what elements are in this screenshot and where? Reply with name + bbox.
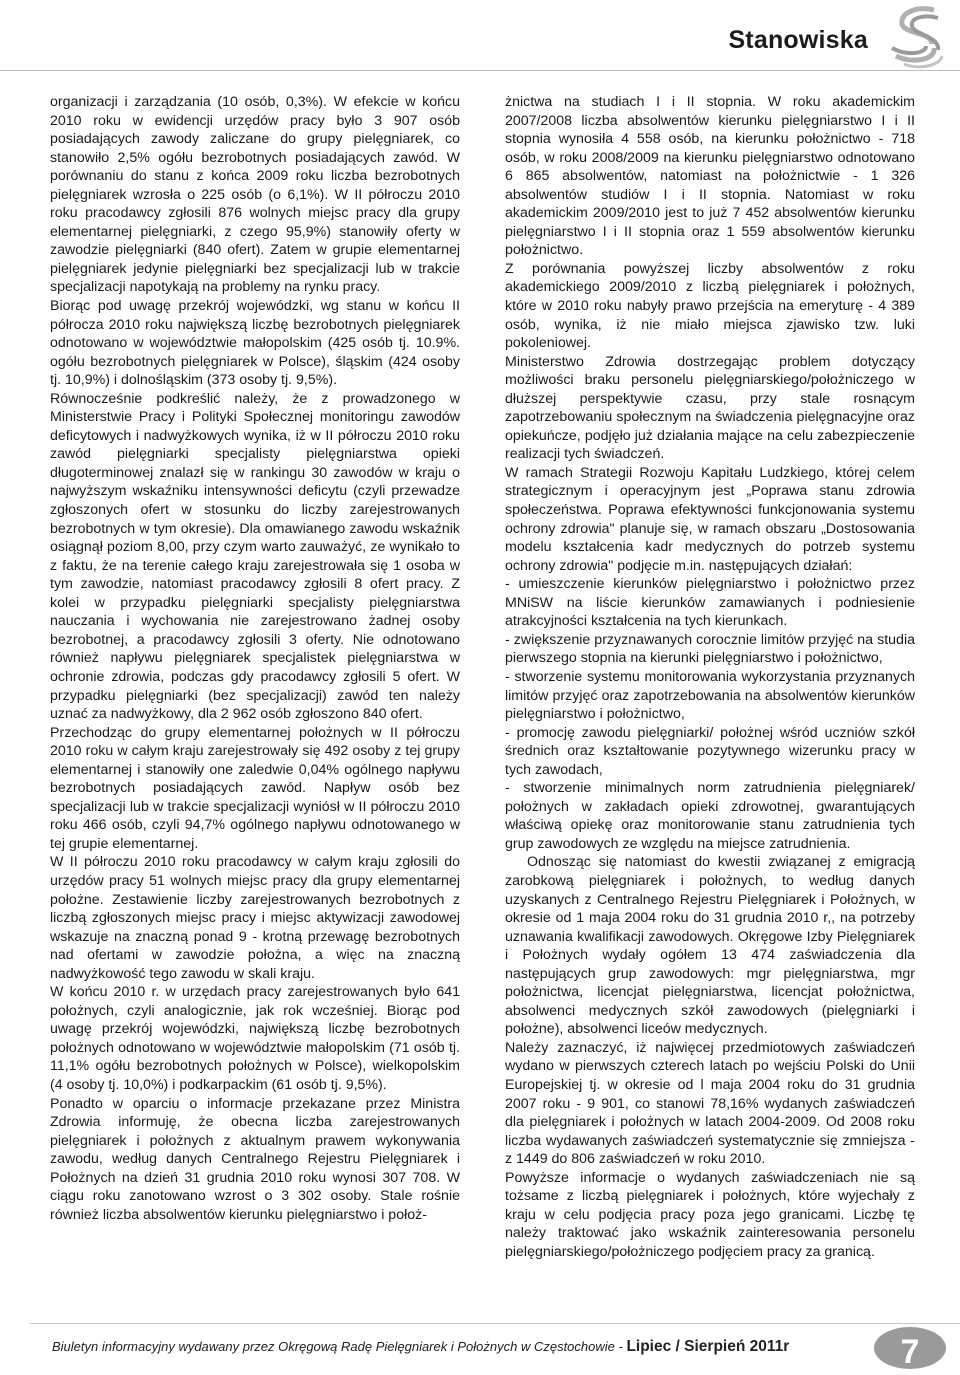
- section-title: Stanowiska: [728, 26, 868, 54]
- paragraph: Równocześnie podkreślić należy, że z prowadzonego w Ministerstwie Pracy i Polityki Społecznej monitoringu zawodów deficytowych i nadwyżkowych wynika, iż w II półroczu 2010 roku zawód pielęgniarki specjalisty pielęgniarstwa opieki długoterminowej znalazł się w rankingu 30 zawodów w kraju o najwyższym wskaźniku intensywności deficytu (czyli przewadze zgłoszonych ofert w stosunku do liczby zarejestrowanych bezrobotnych w tym okresie). Dla omawianego zawodu wskaźnik osiągnął poziom 8,00, przy czym warto zauważyć, ze wynikało to z faktu, że na terenie całego kraju zarejestrowała się 1 osoba w tym zawodzie, natomiast pracodawcy zgłosili 8 ofert pracy. Z kolei w przypadku pielęgniarki specjalisty pielęgniarstwa nauczania i wychowania nie zarejestrowano żadnej osoby bezrobotnej, a pracodawcy zgłosili 3 oferty. Nie odnotowano również napływu pielęgniarek specjalistek pielęgniarstwa w ochronie zdrowia, podczas gdy pracodawcy zgłosili 5 ofert. W przypadku pielęgniarki (bez specjalizacji) zawód ten należy uznać za nadwyżkowy, dla 2 962 osób zgłoszono 840 ofert.: [50, 390, 460, 723]
- paragraph: Powyższe informacje o wydanych zaświadczeniach nie są tożsame z liczbą pielęgniarek i położnych, które wyjechały z kraju w celu podjęcia pracy poza jego granicami. Liczbę tę należy traktować jako wskaźnik zainteresowania personelu pielęgniarskiego/położniczego podjęciem pracy za granicą.: [505, 1169, 915, 1260]
- paragraph: Z porównania powyższej liczby absolwentów z roku akademickiego 2009/2010 z liczbą pielęgniarek i położnych, które w 2010 roku nabyły prawo przejścia na emeryturę - 4 389 osób, wynika, iż nie miało miejsca zjawisko tzw. luki pokoleniowej.: [505, 260, 915, 352]
- footer-publisher: Biuletyn informacyjny wydawany przez Okręgową Radę Pielęgniarek i Położnych w Częstochowie -: [52, 1339, 627, 1354]
- paragraph: żnictwa na studiach I i II stopnia. W roku akademickim 2007/2008 liczba absolwentów kierunku pielęgniarstwo I i II stopnia wynosiła 4 558 osób, na kierunku położnictwo - 718 osób, w roku 2008/2009 na kierunku pielęgniarstwo odnotowano 6 865 absolwentów, natomiast na położnictwie - 1 326 absolwentów studiów I i II stopnia. Natomiast w roku akademickim 2009/2010 jest to już 7 452 absolwentów kierunku pielęgniarstwo I i II stopnia oraz 1 559 absolwentów kierunku położnictwo.: [505, 94, 915, 259]
- footer-divider: [30, 1323, 960, 1324]
- page-number: 7: [900, 1333, 920, 1371]
- paragraph: W ramach Strategii Rozwoju Kapitału Ludzkiego, której celem strategicznym i operacyjnym jest „Poprawa stanu zdrowia społeczeństwa. Poprawa efektywności funkcjonowania systemu ochrony zdrowia" planuje się, w ramach obszaru „Dostosowania modelu kształcenia kadr medycznych do potrzeb systemu ochrony zdrowia" podjęcie m.in. następujących działań:: [505, 464, 915, 574]
- list-item: - umieszczenie kierunków pielęgniarstwo i położnictwo przez MNiSW na liście kierunków zamawianych i podniesienie atrakcyjności kształcenia na tych kierunkach.: [505, 576, 915, 630]
- left-text-column: [50, 93, 460, 1224]
- paragraph: Ponadto w oparciu o informacje przekazane przez Ministra Zdrowia informuję, że obecna liczba zarejestrowanych pielęgniarek i położnych z aktualnym prawem wykonywania zawodu, według danych Centralnego Rejestru Pielęgniarek i Położnych na dzień 31 grudnia 2010 roku wynosi 307 708. W ciągu roku zanotowano wzrost o 3 302 osoby. Stale rośnie również liczba absolwentów kierunku pielęgniarstwo i położ-: [50, 1095, 460, 1223]
- list-item: - promocję zawodu pielęgniarki/ położnej wśród uczniów szkół średnich oraz kształtowanie pozytywnego wizerunku pracy w tych zawodach,: [505, 724, 915, 778]
- header-divider: [0, 70, 960, 71]
- paragraph: W końcu 2010 r. w urzędach pracy zarejestrowanych było 641 położnych, czyli analogicznie, jak rok wcześniej. Biorąc pod uwagę przekrój wojewódzki, największą liczbę bezrobotnych położnych odnotowano w województwie małopolskim (71 osób tj. 11,1% ogółu bezrobotnych położnych w Polsce), wielkopolskim (4 osoby tj. 10,0%) i podkarpackim (61 osób tj. 9,5%).: [50, 984, 460, 1093]
- paragraph: Należy zaznaczyć, iż najwięcej przedmiotowych zaświadczeń wydano w pierwszych czterech latach po wejściu Polski do Unii Europejskiej tj. w okresie od l maja 2004 roku do 31 grudnia 2007 roku - 9 901, co stanowi 78,16% wydanych zaświadczeń dla pielęgniarek i położnych w latach 2004-2009. Od 2008 roku liczba wydawanych zaświadczeń systematycznie się zmniejsza - z 1449 do 806 zaświadczeń w roku 2010.: [505, 1039, 915, 1168]
- paragraph: Biorąc pod uwagę przekrój wojewódzki, wg stanu w końcu II półrocza 2010 roku największą liczbę bezrobotnych pielęgniarek odnotowano w województwie małopolskim (425 osób tj. 10.9%. ogółu bezrobotnych pielęgniarek w Polsce), śląskim (424 osoby tj. 10,9%) i dolnośląskim (373 osoby tj. 9,5%).: [50, 298, 460, 389]
- paragraph: Ministerstwo Zdrowia dostrzegając problem dotyczący możliwości braku personelu pielęgniarskiego/położniczego w dłuższej perspektywie czasu, przy stale rosnącym zapotrzebowaniu społecznym na świadczenia pielęgnacyjne oraz opiekuńcze, podjęło już działania mające na celu zabezpieczenie realizacji tych świadczeń.: [505, 353, 915, 463]
- s-stripes-logo-icon: [882, 2, 952, 74]
- footer-issue-date: Lipiec / Sierpień 2011r: [626, 1338, 790, 1355]
- paragraph: W II półroczu 2010 roku pracodawcy w całym kraju zgłosili do urzędów pracy 51 wolnych miejsc pracy dla grupy elementarnej położne. Zestawienie liczby zarejestrowanych bezrobotnych z liczbą zgłoszonych miejsc pracy i miejsc aktywizacji zawodowej wskazuje na znaczną ponad 9 - krotną przewagę bezrobotnych nad ofertami w zawodzie położna, a więc na znaczną nadwyżkowość tego zawodu w skali kraju.: [50, 854, 460, 982]
- paragraph: Odnosząc się natomiast do kwestii związanej z emigracją zarobkową pielęgniarek i położnych, to według danych uzyskanych z Centralnego Rejestru Pielęgniarek i Położnych, w okresie od 1 maja 2004 roku do 31 grudnia 2010 r,, na potrzeby uznawania kwalifikacji zawodowych. Okręgowe Izby Pielęgniarek i Położnych wydały ogółem 13 474 zaświadczenia dla następujących grup zawodowych: mgr pielęgniarstwa, mgr położnictwa, licencjat pielęgniarstwa, licencjat położnictwa, absolwenci medycznych szkół zawodowych (pielęgniarki i położne), absolwenci liceów medycznych.: [505, 854, 915, 1038]
- right-text-column: [505, 93, 915, 1261]
- list-item: - zwiększenie przyznawanych corocznie limitów przyjęć na studia pierwszego stopnia na kierunki pielęgniarstwo i położnictwo,: [505, 631, 915, 667]
- list-item: - stworzenie minimalnych norm zatrudnienia pielęgniarek/ położnych w zakładach opieki zdrowotnej, gwarantujących właściwą opiekę oraz monitorowanie stanu zatrudnienia tych grup zawodowych ze względu na miejsce zatrudnienia.: [505, 780, 915, 852]
- list-item: - stworzenie systemu monitorowania wykorzystania przyznanych limitów przyjęć oraz zapotrzebowania na absolwentów kierunków pielęgniarstwo i położnictwo,: [505, 668, 915, 723]
- paragraph: organizacji i zarządzania (10 osób, 0,3%). W efekcie w końcu 2010 roku w ewidencji urzędów pracy było 3 907 osób posiadających zawody zaliczane do grupy pielęgniarek, co stanowiło 2,5% ogółu bezrobotnych posiadających zawód. W porównaniu do stanu z końca 2009 roku liczba bezrobotnych pielęgniarek wzrosła o 225 osób (o 6,1%). W II półroczu 2010 roku pracodawcy zgłosili 876 wolnych miejsc pracy dla grupy elementarnej pielęgniarki, z czego 95,9%) stanowiły oferty w zawodzie pielęgniarki (840 ofert). Zatem w grupie elementarnej pielęgniarek jedynie pielęgniarki bez specjalizacji lub w trakcie specjalizacji napotykają na problemy na rynku pracy.: [50, 94, 460, 296]
- footer-publication-line: [52, 1338, 789, 1356]
- paragraph: Przechodząc do grupy elementarnej położnych w II półroczu 2010 roku w całym kraju zarejestrowały się 492 osoby z tej grupy elementarnej i stanowiły one zaledwie 0,04% ogólnego napływu bezrobotnych posiadających zawód. Napływ osób bez specjalizacji lub w trakcie specjalizacji wyniósł w II półroczu 2010 roku 466 osób, czyli 94,7% ogólnego napływu odnotowanego w tej grupie elementarnej.: [50, 724, 460, 852]
